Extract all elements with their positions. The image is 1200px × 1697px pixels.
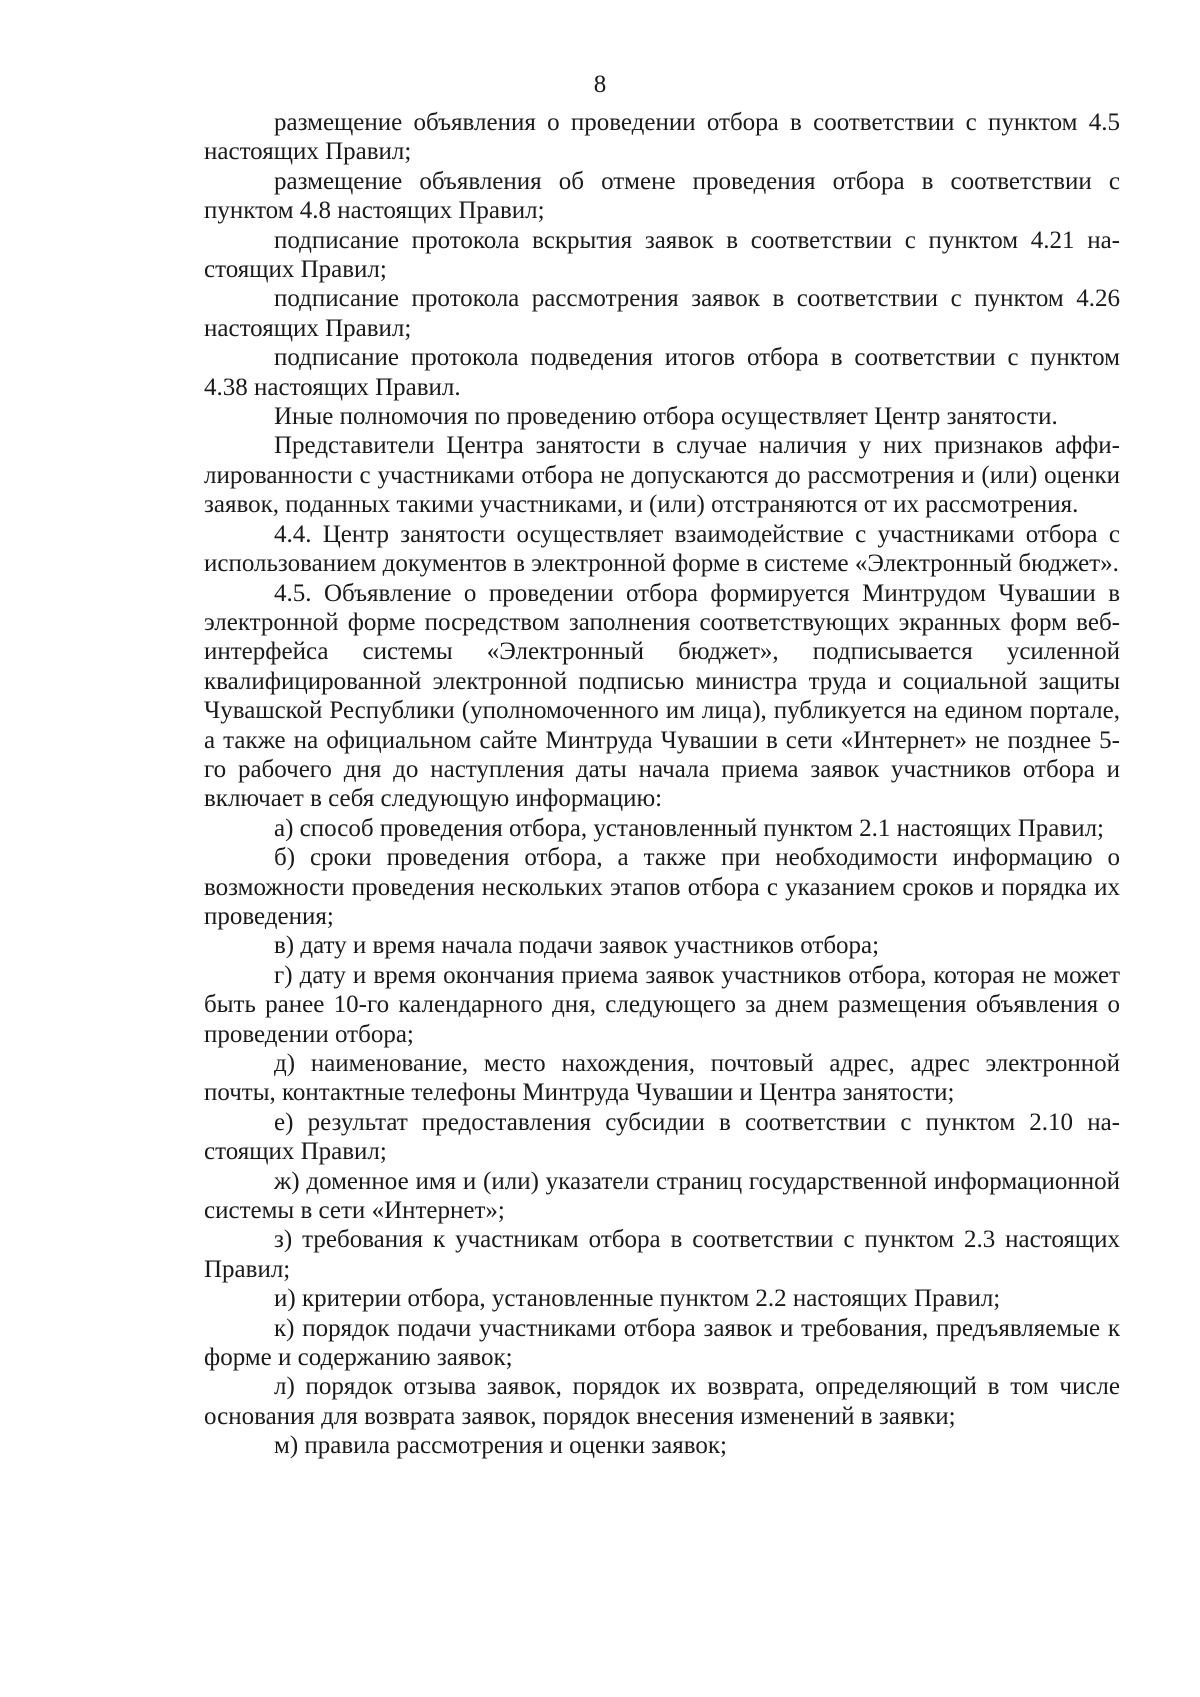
list-item: и) критерии отбора, установленные пунктом 2.2 настоящих Правил;: [274, 1285, 1001, 1313]
list-item: е) результат предоставления субсидии в соответствии с пунктом 2.10 настоящих Правил;: [204, 1108, 1120, 1166]
paragraph: подписание протокола вскрытия заявок в соответствии с пунктом 4.21 настоящих Правил;: [204, 226, 1120, 284]
page-number: 8: [593, 71, 607, 98]
list-item: г) дату и время окончания приема заявок участников отбора, которая не может быть ранее 10-го календарного дня, следующего за днем размещения объявления о проведении отбора;: [204, 961, 1120, 1048]
paragraph: 4.5. Объявление о проведении отбора формируется Минтрудом Чувашии в электронной форме посредством заполнения соответствующих экранных форм веб-интерфейса системы «Электронный бюджет», подписывается усиленной квалифицированной электронной подписью министра труда и социальной защиты Чувашской Республики (уполномоченного им лица), публикуется на едином портале, а также на официальном сайте Минтруда Чувашии в сети «Интернет» не позднее 5-го рабочего дня до наступления даты начала приема заявок участников отбора и включает в себя следующую информацию:: [204, 579, 1120, 813]
list-item: в) дату и время начала подачи заявок участников отбора;: [274, 932, 880, 960]
list-item: а) способ проведения отбора, установленный пунктом 2.1 настоящих Правил;: [274, 814, 1104, 842]
list-item: л) порядок отзыва заявок, порядок их возврата, определяющий в том числе основания для возврата заявок, порядок внесения изменений в заявки;: [204, 1373, 1120, 1430]
paragraph: 4.4. Центр занятости осуществляет взаимодействие с участниками отбора с использованием документов в электронной форме в системе «Электронный бюджет».: [204, 520, 1120, 578]
list-item: ж) доменное имя и (или) указатели страниц государственной информационной системы в сети «Интернет»;: [204, 1167, 1120, 1225]
paragraph: Представители Центра занятости в случае наличия у них признаков аффилированности с участниками отбора не допускаются до рассмотрения и (или) оценки заявок, поданных такими участниками, и (или) отстраняются от их рассмотрения.: [204, 432, 1120, 519]
document-body: [204, 108, 1120, 1461]
list-item: б) сроки проведения отбора, а также при необходимости информацию о возможности проведения нескольких этапов отбора с указанием сроков и порядка их проведения;: [204, 844, 1120, 930]
paragraph: размещение объявления об отмене проведения отбора в соответствии с пунктом 4.8 настоящих Правил;: [204, 167, 1120, 225]
paragraph: Иные полномочия по проведению отбора осуществляет Центр занятости.: [274, 403, 1058, 431]
list-item: м) правила рассмотрения и оценки заявок;: [274, 1432, 727, 1460]
list-item: к) порядок подачи участниками отбора заявок и требования, предъявляемые к форме и содержанию заявок;: [204, 1314, 1120, 1372]
paragraph: подписание протокола рассмотрения заявок в соответствии с пунктом 4.26 настоящих Правил;: [204, 285, 1120, 342]
paragraph: размещение объявления о проведении отбора в соответствии с пунктом 4.5 настоящих Правил;: [204, 109, 1120, 166]
list-item: д) наименование, место нахождения, почтовый адрес, адрес электронной почты, контактные телефоны Минтруда Чувашии и Центра занятости;: [204, 1050, 1120, 1107]
list-item: з) требования к участникам отбора в соответствии с пунктом 2.3 настоящих Правил;: [204, 1226, 1120, 1283]
paragraph: подписание протокола подведения итогов отбора в соответствии с пунктом 4.38 настоящих Правил.: [204, 344, 1120, 401]
